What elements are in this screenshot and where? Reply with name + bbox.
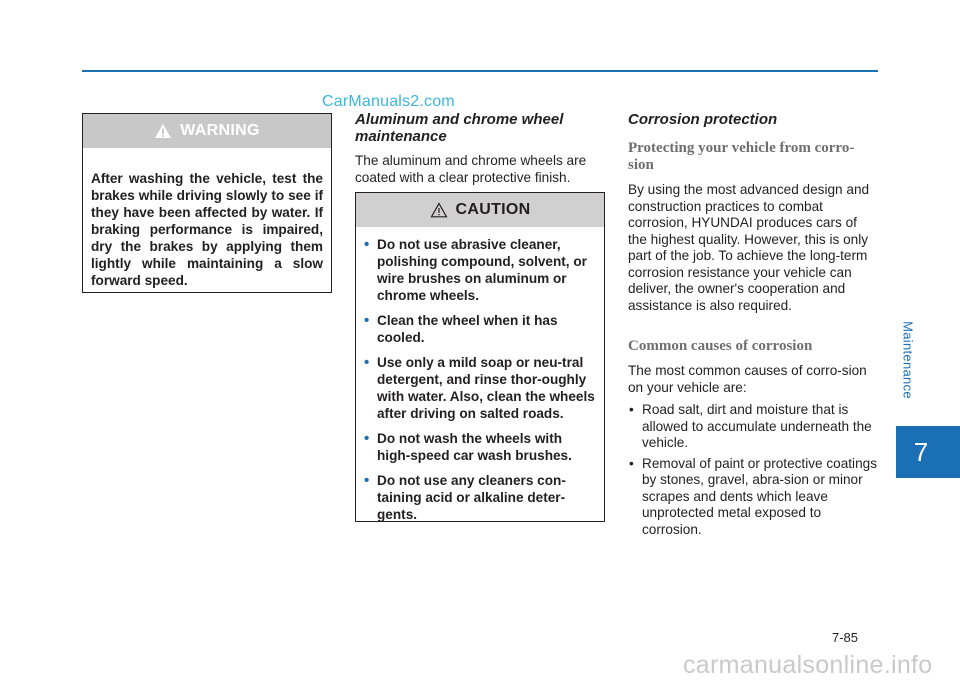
caution-triangle-icon [430,202,448,218]
caution-item: • Do not use any cleaners con-taining acid or alkaline deter-gents. [364,472,596,523]
header-rule [82,70,878,72]
caution-item: • Clean the wheel when it has cooled. [364,312,596,346]
watermark-bottom[interactable]: carmanualsonline.info [683,651,933,679]
corrosion-body-protecting: By using the most advanced design and construction practices to combat corrosion, HYUNDAI produces cars of the highest quality. However, this is only part of the job. To achieve the long-term corrosion resistance your vehicle can deliver, the owner's cooperation and assistance is also required. [628,182,870,313]
caution-list [356,227,604,523]
warning-text: After washing the vehicle, test the brakes while driving slowly to see if they have been affected by water. If braking performance is impaired, dry the brakes by applying them lightly while maintaining a slow forward speed. [91,170,323,288]
chapter-side-label [897,300,919,420]
wheel-maintenance-body: The aluminum and chrome wheels are coated with a clear protective finish. [355,153,587,185]
corrosion-body-causes: The most common causes of corro-sion on your vehicle are: [628,363,867,395]
chapter-tab: 7 [896,426,960,478]
list-item: • Removal of paint or protective coatings by stones, gravel, abra-sion or minor scrapes and dents which leave unprotected metal exposed to corrosion. [628,456,878,539]
warning-header [83,114,331,148]
corrosion-title: Corrosion protection [628,111,778,128]
chapter-side-label-text: Maintenance [900,321,916,399]
warning-triangle-icon [154,123,172,139]
caution-item: • Do not wash the wheels with high-speed car wash brushes. [364,430,596,464]
caution-label: CAUTION [455,201,531,218]
corrosion-causes-list [628,402,878,538]
corrosion-subheading-causes: Common causes of corrosion [628,338,813,354]
warning-box [82,113,332,293]
corrosion-subheading-protecting: Protecting your vehicle from corro-sion [628,140,855,173]
page-number: 7-85 [832,630,859,645]
wheel-maintenance-title: Aluminum and chrome wheel maintenance [355,111,564,145]
wheel-maintenance-section [355,111,605,186]
list-item: • Road salt, dirt and moisture that is allowed to accumulate underneath the vehicle. [628,402,878,452]
corrosion-section [628,111,878,542]
warning-label: WARNING [180,122,260,139]
caution-box [355,192,605,522]
caution-item: • Use only a mild soap or neu-tral detergent, and rinse thor-oughly with water. Also, clean the wheels after driving on salted roads. [364,354,596,422]
watermark-top[interactable]: CarManuals2.com [322,93,455,110]
caution-header [356,193,604,227]
caution-item: • Do not use abrasive cleaner, polishing compound, solvent, or wire brushes on aluminum or chrome wheels. [364,236,596,304]
